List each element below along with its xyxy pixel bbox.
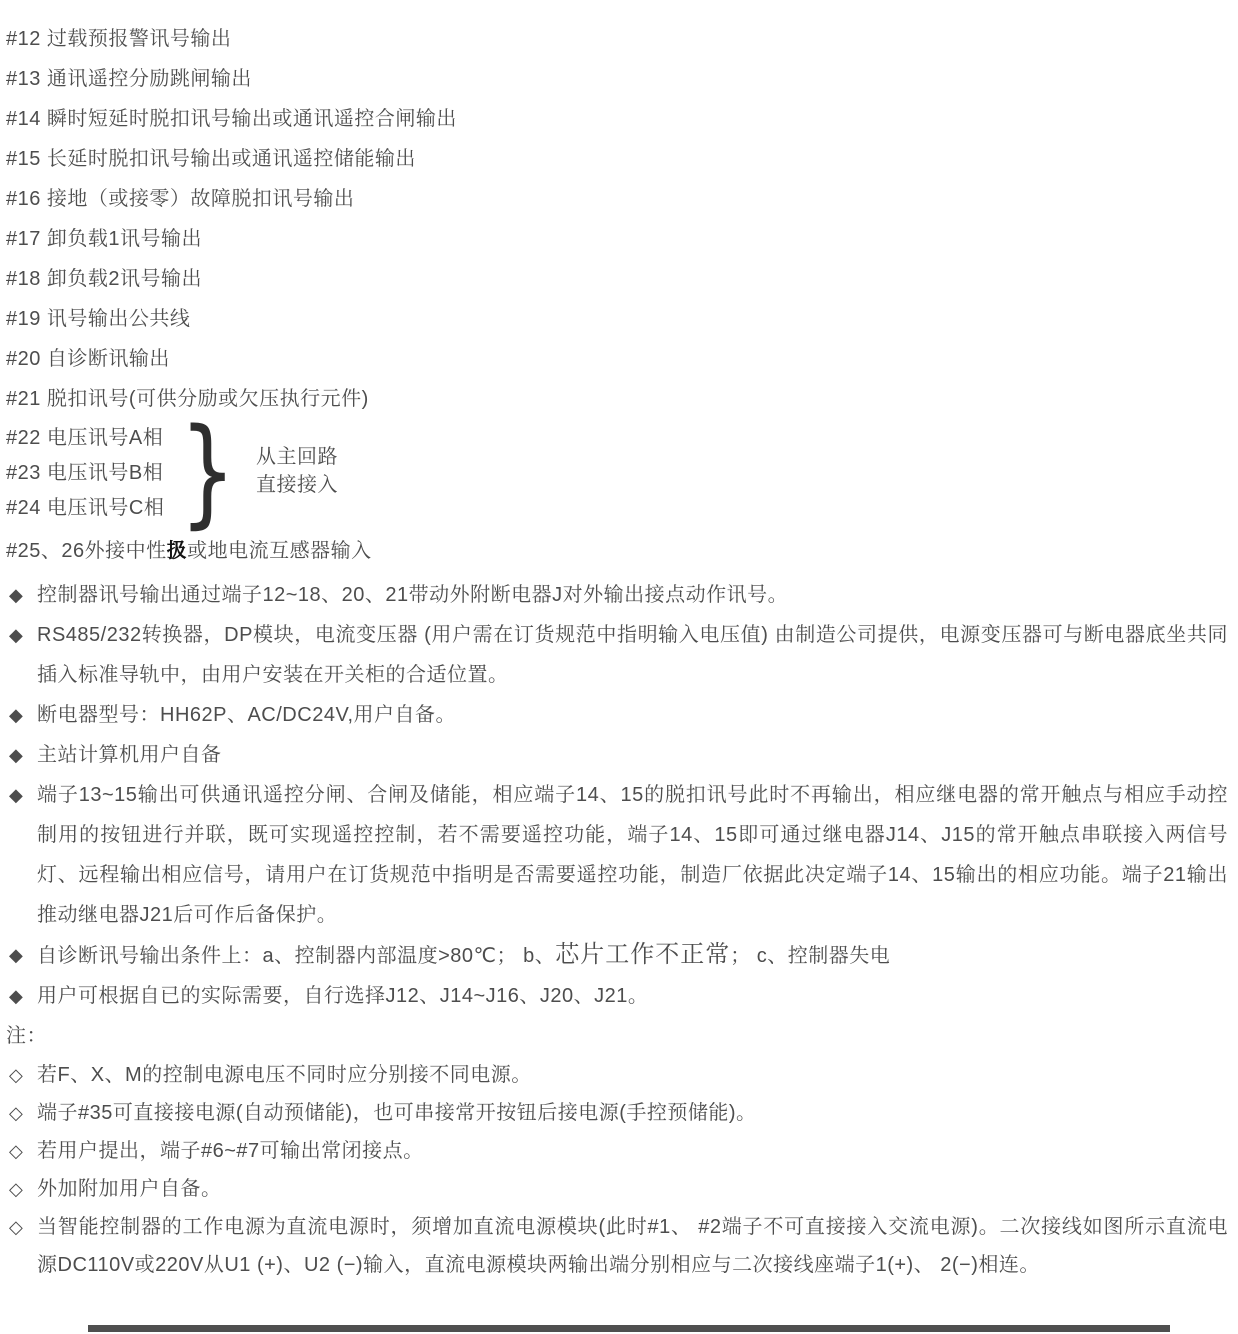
note-text: 断电器型号：HH62P、AC/DC24V,用户自备。	[37, 704, 457, 726]
voltage-phase-group	[6, 401, 1228, 540]
solid-diamond-icon: ◆	[9, 945, 24, 965]
note-text-emphasis: 芯片工作不正常	[555, 941, 731, 968]
terminal-item-16: #16 接地（或接零）故障脱扣讯号输出	[6, 187, 355, 210]
terminal-item-18: #18 卸负载2讯号输出	[6, 267, 203, 290]
solid-diamond-icon: ◆	[9, 745, 24, 765]
brace-annotation	[256, 443, 338, 499]
hollow-diamond-icon: ◇	[9, 1103, 24, 1123]
terminal-item-13: #13 通讯遥控分励跳闸输出	[6, 67, 252, 90]
hollow-notes-section	[6, 1056, 1228, 1284]
note-breaker-model	[6, 695, 1228, 735]
remark-terminal-6-7	[6, 1132, 1228, 1170]
note-text: ； c、控制器失电	[730, 945, 891, 967]
terminal-output-list	[6, 16, 1228, 416]
hollow-diamond-icon: ◇	[9, 1065, 24, 1085]
note-user-selection	[6, 976, 1228, 1016]
terminal-item-20: #20 自诊断讯输出	[6, 347, 170, 370]
remark-external-accessory	[6, 1170, 1228, 1208]
remark-text: 端子#35可直接接电源(自动预储能)，也可串接常开按钮后接电源(手控预储能)。	[37, 1102, 757, 1124]
terminal-item-14: #14 瞬时短延时脱扣讯号输出或通讯遥控合闸输出	[6, 107, 457, 130]
remark-text: 当智能控制器的工作电源为直流电源时，须增加直流电源模块(此时#1、 #2端子不可直接接入交流电源)。二次接线如图所示直流电源DC110V或220V从U1 (+)、U2 (−)输入，直流电源模块两输出端分别相应与二次接线座端子1(+)、 2(−)相连。	[37, 1216, 1228, 1276]
remark-text: 若用户提出，端子#6~#7可输出常闭接点。	[37, 1140, 424, 1162]
solid-notes-section	[6, 575, 1228, 1016]
terminal-item-24: #24 电压讯号C相	[6, 497, 165, 519]
note-text: 用户可根据自已的实际需要，自行选择J12、J14~J16、J20、J21。	[37, 985, 649, 1007]
terminal-25-prefix: #25、26外接中性	[6, 539, 167, 562]
note-text: RS485/232转换器，DP模块，电流变压器 (用户需在订货规范中指明输入电压值) 由制造公司提供，电源变压器可与断电器底坐共同插入标准导轨中，由用户安装在开关柜的合适位置。	[37, 624, 1228, 686]
note-self-diagnosis	[6, 935, 1228, 976]
terminal-item-21: #21 脱扣讯号(可供分励或欠压执行元件)	[6, 387, 369, 410]
terminal-25-bold-char: 扱	[166, 539, 188, 562]
terminal-item-15: #15 长延时脱扣讯号输出或通讯遥控储能输出	[6, 147, 416, 170]
note-rs485-converter	[6, 615, 1228, 695]
terminal-item-17: #17 卸负载1讯号输出	[6, 227, 203, 250]
remark-power-voltage	[6, 1056, 1228, 1094]
remark-text: 外加附加用户自备。	[37, 1178, 222, 1200]
right-brace-glyph: }	[179, 401, 237, 540]
solid-diamond-icon: ◆	[9, 986, 24, 1006]
hollow-diamond-icon: ◇	[9, 1217, 24, 1237]
footer-divider-bar	[88, 1325, 1170, 1332]
solid-diamond-icon: ◆	[9, 785, 24, 805]
terminal-item-12: #12 过载预报警讯号输出	[6, 27, 232, 50]
note-text: 主站计算机用户自备	[37, 744, 222, 766]
hollow-diamond-icon: ◇	[9, 1179, 24, 1199]
solid-diamond-icon: ◆	[9, 625, 24, 645]
solid-diamond-icon: ◆	[9, 585, 24, 605]
brace-annotation-line1: 从主回路	[255, 445, 338, 468]
terminal-25-suffix: 或地电流互感器输入	[187, 539, 372, 562]
solid-diamond-icon: ◆	[9, 705, 24, 725]
note-text: 端子13~15输出可供通讯遥控分闸、合闸及储能，相应端子14、15的脱扣讯号此时不再输出，相应继电器的常开触点与相应手动控制用的按钮进行并联，既可实现遥控控制，若不需要遥控功能，端子14、15即可通过继电器J14、J15的常开触点串联接入两信号灯、远程输出相应信号，请用户在订货规范中指明是否需要遥控功能，制造厂依据此决定端子14、15输出的相应功能。端子21输出推动继电器J21后可作后备保护。	[37, 784, 1228, 926]
notes-header: 注：	[6, 1025, 47, 1047]
note-master-computer	[6, 735, 1228, 775]
remark-dc-power	[6, 1208, 1228, 1284]
hollow-diamond-icon: ◇	[9, 1141, 24, 1161]
note-text: 自诊断讯号输出条件上：a、控制器内部温度>80℃； b、	[37, 945, 556, 967]
terminal-item-22: #22 电压讯号A相	[6, 427, 164, 449]
remark-text: 若F、X、M的控制电源电压不同时应分别接不同电源。	[37, 1064, 532, 1086]
terminal-item-23: #23 电压讯号B相	[6, 462, 164, 484]
note-text: 控制器讯号输出通过端子12~18、20、21带动外附断电器J对外输出接点动作讯号。	[37, 584, 789, 606]
note-terminal-13-15	[6, 775, 1228, 935]
note-controller-signal	[6, 575, 1228, 615]
brace-annotation-line2: 直接接入	[255, 473, 338, 496]
voltage-phase-list	[6, 418, 164, 523]
remark-terminal-35	[6, 1094, 1228, 1132]
terminal-item-19: #19 讯号输出公共线	[6, 307, 191, 330]
